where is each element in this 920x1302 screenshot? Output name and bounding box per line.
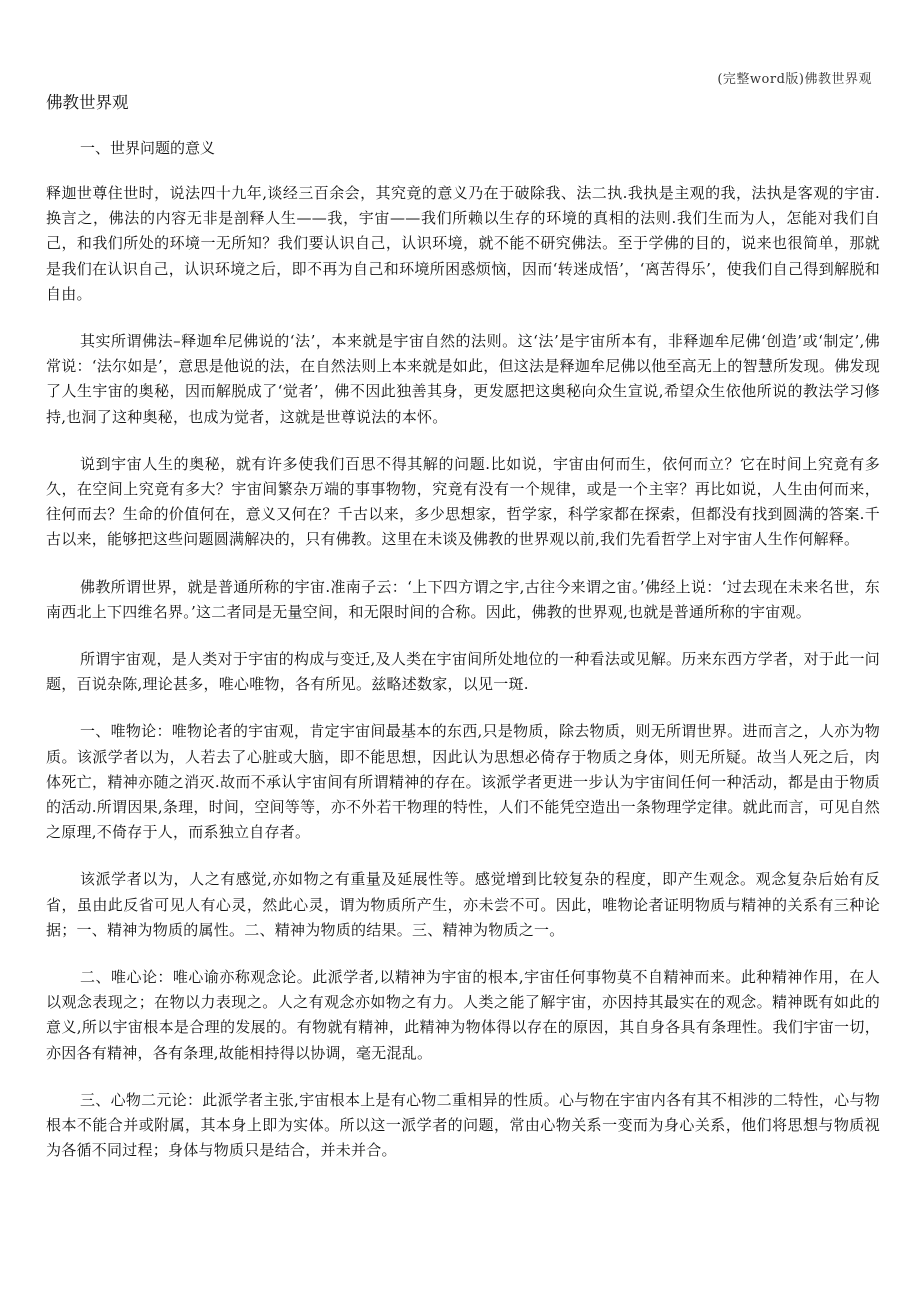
paragraph: 其实所谓佛法–释迦牟尼佛说的‘法’，本来就是宇宙自然的法则。这‘法’是宇宙所本有，非释迦牟尼佛‘创造’或‘制定’,佛常说：‘法尔如是’，意思是他说的法，在自然法则上本来就是如此，但这法是释迦牟尼佛以他至高无上的智慧所发现。佛发现了人生宇宙的奥秘，因而解脱成了‘觉者’，佛不因此独善其身，更发愿把这奥秘向众生宣说,希望众生依他所说的教法学习修持,也洞了这种奥秘，也成为觉者，这就是世尊说法的本怀。: [46, 332, 880, 426]
section-heading: 一、世界问题的意义: [80, 139, 216, 157]
running-header: (完整word版)佛教世界观: [717, 72, 872, 87]
paragraph: 所谓宇宙观，是人类对于宇宙的构成与变迁,及人类在宇宙间所处地位的一种看法或见解。历来东西方学者，对于此一问题，百说杂陈,理论甚多，唯心唯物，各有所见。兹略述数家，以见一斑.: [46, 650, 880, 694]
paragraph: 佛教所谓世界，就是普通所称的宇宙.准南子云：‘上下四方谓之宇,古往今来谓之宙。’佛经上说：‘过去现在未来名世，东南西北上下四维名界。’这二者同是无量空间，和无限时间的合称。因此，佛教的世界观,也就是普通所称的宇宙观。: [46, 577, 880, 621]
paragraph: 说到宇宙人生的奥秘，就有许多使我们百思不得其解的问题.比如说，宇宙由何而生，依何而立？它在时间上究竟有多久，在空间上究竟有多大？宇宙间繁杂万端的事事物物，究竟有没有一个规律，或是一个主宰？再比如说，人生由何而来，往何而去？生命的价值何在，意义又何在？千古以来，多少思想家，哲学家，科学家都在探索，但都没有找到圆满的答案.千古以来，能够把这些问题圆满解决的，只有佛教。这里在未谈及佛教的世界观以前,我们先看哲学上对宇宙人生作何解释。: [46, 454, 880, 549]
paragraph: 该派学者以为，人之有感觉,亦如物之有重量及延展性等。感觉增到比较复杂的程度，即产生观念。观念复杂后始有反省，虽由此反省可见人有心灵，然此心灵，谓为物质所产生，亦未尝不可。因此，唯物论者证明物质与精神的关系有三种论据；一、精神为物质的属性。二、精神为物质的结果。三、精神为物质之一。: [46, 870, 880, 939]
body-text: [46, 181, 880, 1186]
paragraph: 三、心物二元论：此派学者主张,宇宙根本上是有心物二重相异的性质。心与物在宇宙内各有其不相涉的二特性，心与物根本不能合并或附属，其本身上即为实体。所以这一派学者的问题，常由心物关系一变而为身心关系，他们将思想与物质视为各循不同过程；身体与物质只是结合，并未并合。: [46, 1090, 880, 1160]
document-title: 佛教世界观: [46, 93, 129, 112]
paragraph: 二、唯心论：唯心谕亦称观念论。此派学者,以精神为宇宙的根本,宇宙任何事物莫不自精神而来。此种精神作用，在人以观念表现之；在物以力表现之。人之有观念亦如物之有力。人类之能了解宇宙，亦因持其最实在的观念。精神既有如此的意义,所以宇宙根本是合理的发展的。有物就有精神，此精神为物体得以存在的原因，其自身各具有条理性。我们宇宙一切，亦因各有精神，各有条理,故能相持得以协调，毫无混乱。: [46, 968, 880, 1062]
paragraph: 释迦世尊住世时，说法四十九年,谈经三百余会，其究竟的意义乃在于破除我、法二执.我执是主观的我，法执是客观的宇宙.换言之，佛法的内容无非是剖释人生——我，宇宙——我们所赖以生存的环境的真相的法则.我们生而为人，怎能对我们自己，和我们所处的环境一无所知？我们要认识自己，认识环境，就不能不研究佛法。至于学佛的目的，说来也很简单，那就是我们在认识自己，认识环境之后，即不再为自己和环境所困惑烦恼，因而‘转迷成悟’，‘离苦得乐’，使我们自己得到解脱和自由。: [46, 184, 880, 303]
paragraph: 一、唯物论：唯物论者的宇宙观，肯定宇宙间最基本的东西,只是物质，除去物质，则无所谓世界。进而言之，人亦为物质。该派学者以为，人若去了心脏或大脑，即不能思想，因此认为思想必倚存于物质之身体，则无所疑。故当人死之后，肉体死亡，精神亦随之消灭.故而不承认宇宙间有所谓精神的存在。该派学者更进一步认为宇宙间任何一种活动，都是由于物质的活动.所谓因果,条理，时间，空间等等，亦不外若干物理的特性，人们不能凭空造出一条物理学定律。就此而言，可见自然之原理,不倚存于人，而系独立自存者。: [46, 722, 880, 842]
